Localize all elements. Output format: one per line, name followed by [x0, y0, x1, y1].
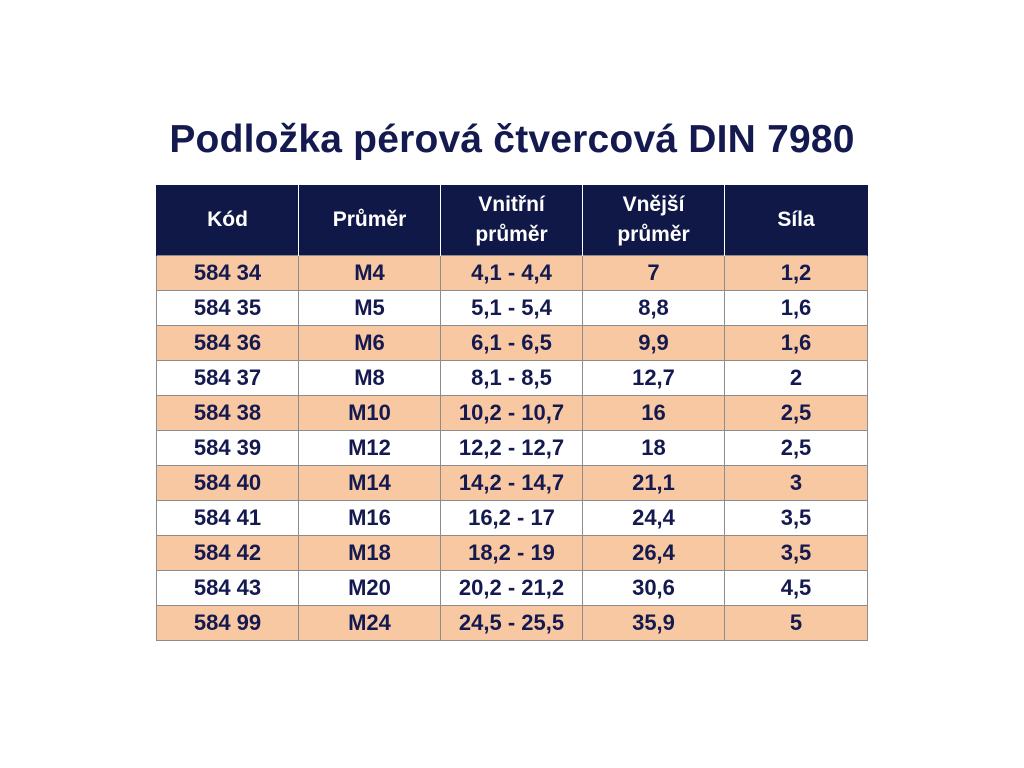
table-row	[157, 361, 868, 396]
cell-prumer: M8	[299, 361, 441, 396]
table-row	[157, 256, 868, 291]
header-sila: Síla	[725, 185, 868, 256]
cell-vnejsi-prumer: 9,9	[583, 326, 725, 361]
cell-vnitrni-prumer: 10,2 - 10,7	[441, 396, 583, 431]
cell-vnitrni-prumer: 16,2 - 17	[441, 501, 583, 536]
cell-sila: 2,5	[725, 431, 868, 466]
cell-vnitrni-prumer: 20,2 - 21,2	[441, 571, 583, 606]
cell-vnitrni-prumer: 14,2 - 14,7	[441, 466, 583, 501]
cell-prumer: M12	[299, 431, 441, 466]
table-header-row	[157, 185, 868, 256]
cell-vnejsi-prumer: 16	[583, 396, 725, 431]
cell-sila: 3,5	[725, 536, 868, 571]
cell-sila: 3	[725, 466, 868, 501]
cell-vnejsi-prumer: 12,7	[583, 361, 725, 396]
cell-sila: 2,5	[725, 396, 868, 431]
cell-prumer: M4	[299, 256, 441, 291]
cell-vnitrni-prumer: 24,5 - 25,5	[441, 606, 583, 641]
cell-kod: 584 40	[157, 466, 299, 501]
cell-kod: 584 42	[157, 536, 299, 571]
header-prumer: Průměr	[299, 185, 441, 256]
cell-kod: 584 39	[157, 431, 299, 466]
cell-sila: 2	[725, 361, 868, 396]
cell-prumer: M16	[299, 501, 441, 536]
table-row	[157, 571, 868, 606]
cell-vnejsi-prumer: 35,9	[583, 606, 725, 641]
cell-sila: 4,5	[725, 571, 868, 606]
cell-vnejsi-prumer: 24,4	[583, 501, 725, 536]
cell-kod: 584 99	[157, 606, 299, 641]
header-vnitrni-prumer: Vnitřní průměr	[441, 185, 583, 256]
table-row	[157, 536, 868, 571]
cell-sila: 3,5	[725, 501, 868, 536]
cell-prumer: M14	[299, 466, 441, 501]
cell-sila: 1,6	[725, 326, 868, 361]
cell-sila: 1,6	[725, 291, 868, 326]
cell-kod: 584 34	[157, 256, 299, 291]
cell-vnejsi-prumer: 18	[583, 431, 725, 466]
cell-vnitrni-prumer: 18,2 - 19	[441, 536, 583, 571]
cell-kod: 584 38	[157, 396, 299, 431]
cell-kod: 584 37	[157, 361, 299, 396]
cell-kod: 584 35	[157, 291, 299, 326]
cell-kod: 584 41	[157, 501, 299, 536]
header-vnejsi-prumer: Vnější průměr	[583, 185, 725, 256]
table-row	[157, 466, 868, 501]
cell-vnejsi-prumer: 26,4	[583, 536, 725, 571]
cell-sila: 5	[725, 606, 868, 641]
cell-prumer: M24	[299, 606, 441, 641]
page-title: Podložka pérová čtvercová DIN 7980	[169, 118, 855, 161]
cell-vnitrni-prumer: 8,1 - 8,5	[441, 361, 583, 396]
cell-prumer: M18	[299, 536, 441, 571]
table-row	[157, 501, 868, 536]
spec-table	[156, 185, 868, 641]
cell-vnitrni-prumer: 12,2 - 12,7	[441, 431, 583, 466]
cell-vnejsi-prumer: 21,1	[583, 466, 725, 501]
cell-vnejsi-prumer: 30,6	[583, 571, 725, 606]
cell-vnitrni-prumer: 6,1 - 6,5	[441, 326, 583, 361]
cell-sila: 1,2	[725, 256, 868, 291]
cell-prumer: M5	[299, 291, 441, 326]
header-kod: Kód	[157, 185, 299, 256]
cell-vnitrni-prumer: 4,1 - 4,4	[441, 256, 583, 291]
cell-vnejsi-prumer: 8,8	[583, 291, 725, 326]
cell-prumer: M20	[299, 571, 441, 606]
table-row	[157, 326, 868, 361]
table-row	[157, 431, 868, 466]
cell-prumer: M10	[299, 396, 441, 431]
cell-prumer: M6	[299, 326, 441, 361]
cell-kod: 584 43	[157, 571, 299, 606]
table-row	[157, 606, 868, 641]
cell-vnejsi-prumer: 7	[583, 256, 725, 291]
cell-kod: 584 36	[157, 326, 299, 361]
table-row	[157, 291, 868, 326]
cell-vnitrni-prumer: 5,1 - 5,4	[441, 291, 583, 326]
table-row	[157, 396, 868, 431]
